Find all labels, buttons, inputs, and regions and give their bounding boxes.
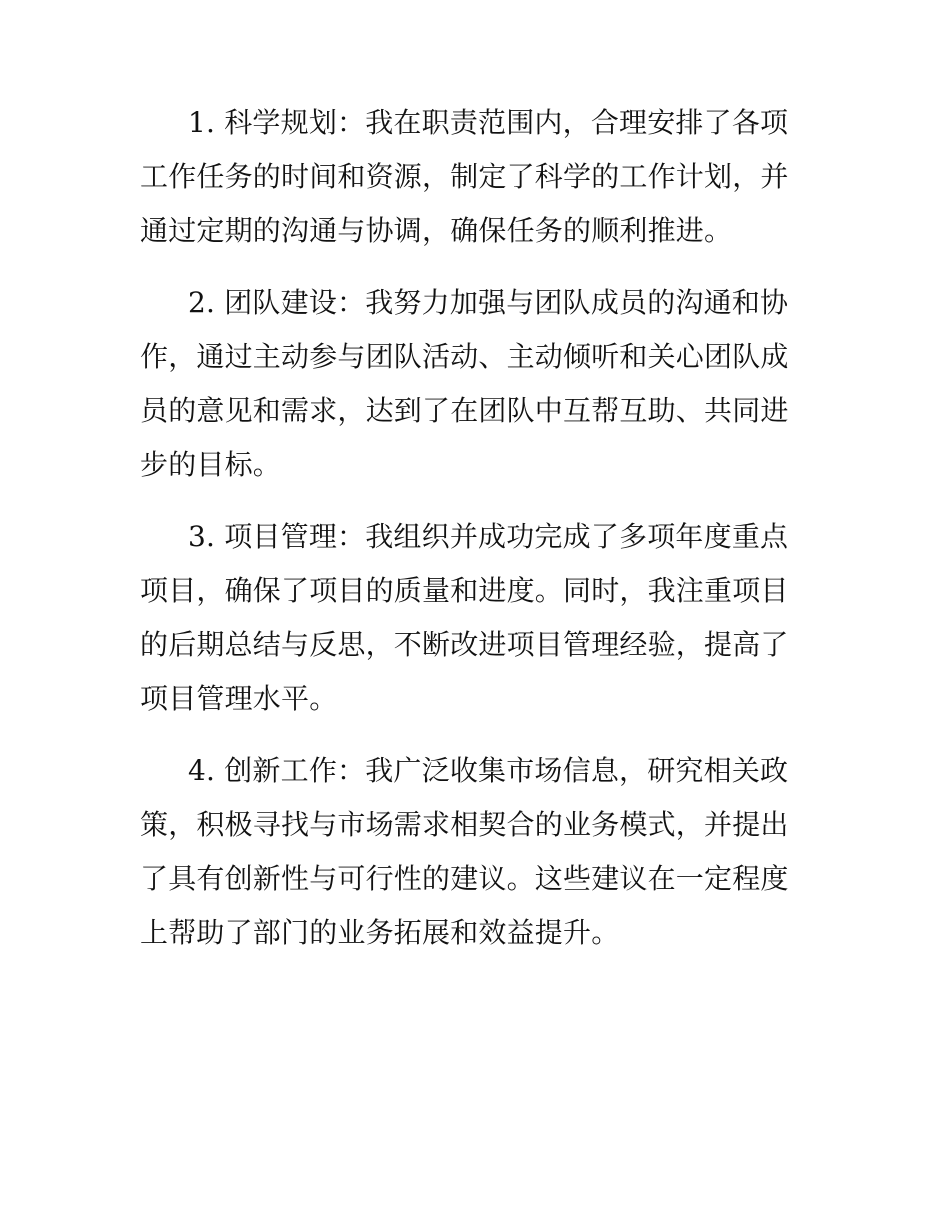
paragraph-innovation-work: 4. 创新工作：我广泛收集市场信息，研究相关政策，积极寻找与市场需求相契合的业务模式，并提出了具有创新性与可行性的建议。这些建议在一定程度上帮助了部门的业务拓展和效益提升。 bbox=[140, 754, 789, 949]
paragraph-project-management: 3. 项目管理：我组织并成功完成了多项年度重点项目，确保了项目的质量和进度。同时，我注重项目的后期总结与反思，不断改进项目管理经验，提高了项目管理水平。 bbox=[140, 520, 789, 715]
document-body bbox=[140, 96, 812, 978]
paragraph-team-building: 2. 团队建设：我努力加强与团队成员的沟通和协作，通过主动参与团队活动、主动倾听和关心团队成员的意见和需求，达到了在团队中互帮互助、共同进步的目标。 bbox=[140, 286, 789, 481]
paragraph-scientific-planning: 1. 科学规划：我在职责范围内，合理安排了各项工作任务的时间和资源，制定了科学的工作计划，并通过定期的沟通与协调，确保任务的顺利推进。 bbox=[140, 106, 789, 247]
